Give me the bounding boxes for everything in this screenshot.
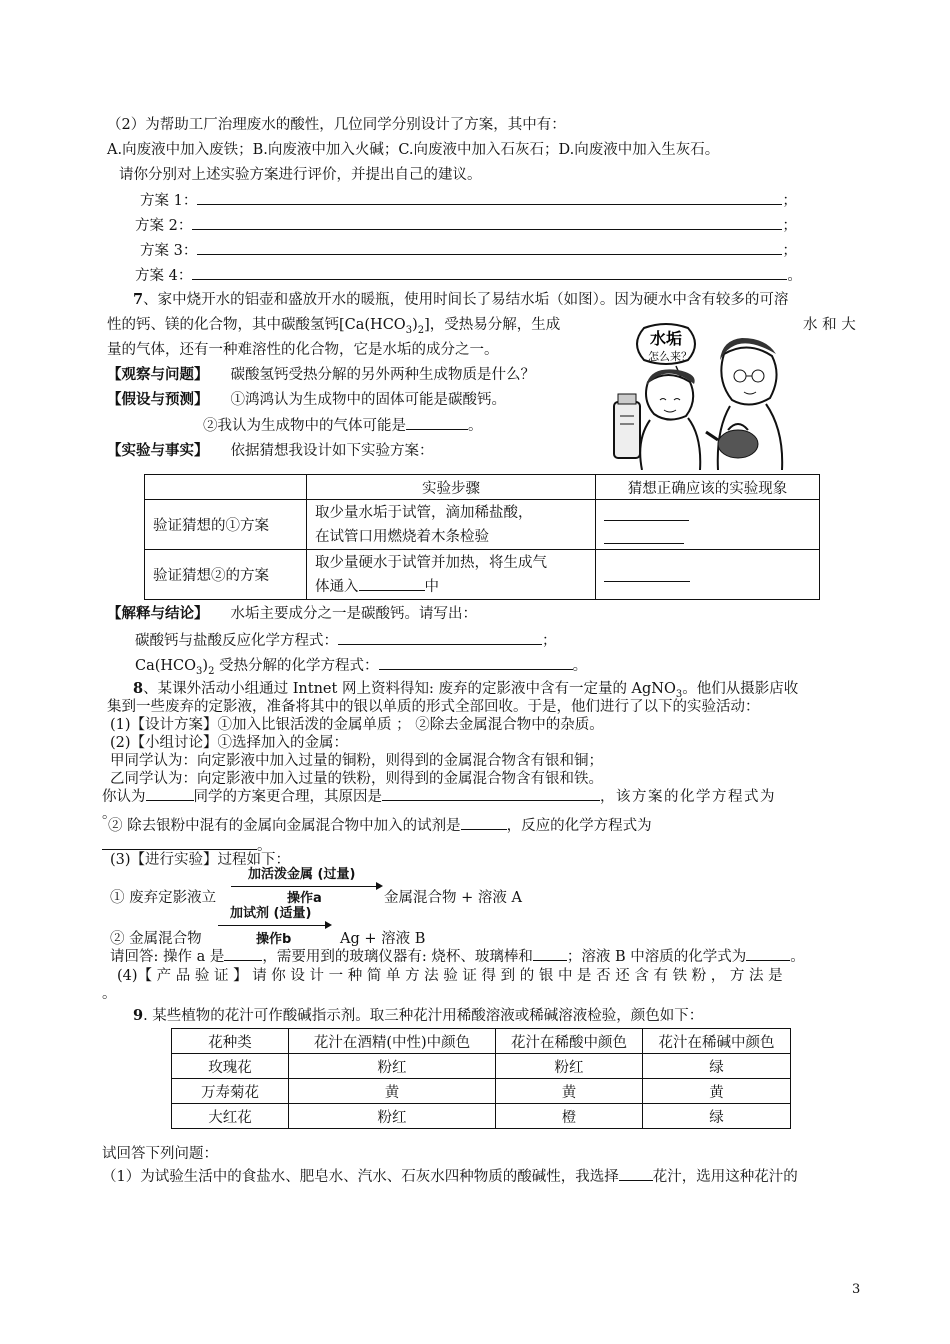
plan-end: ； — [782, 218, 797, 234]
q7-text: 碳酸氢钙受热分解的另外两种生成物质是什么？ — [230, 367, 535, 383]
step1-left: ① 废弃定影液立 — [110, 890, 217, 906]
q8-line5: 甲同学认为：向定影液中加入过量的铜粉，则得到的金属混合物含有银和铜； — [110, 753, 603, 769]
q8-line13: (4)【 产 品 验 证 】 请 你 设 计 一 种 简 单 方 法 验 证 得 到 的 银 中 是 否 还 含 有 铁 粉 ， 方 法 是 — [117, 968, 783, 984]
table-cell: 万寿菊花 — [172, 1079, 289, 1104]
q8-line12 — [110, 946, 805, 967]
answer-blank-cell[interactable] — [596, 550, 820, 600]
table-header-row — [172, 1029, 791, 1054]
table-cell: 黄 — [643, 1079, 791, 1104]
q9-text: 花汁，选用这种花汁的 — [652, 1169, 798, 1185]
q7-experiment-table — [144, 474, 820, 600]
subscript: 2 — [208, 665, 215, 677]
q9-line2: 试回答下列问题： — [102, 1146, 218, 1162]
step2-right: Ag + 溶液 B — [340, 931, 426, 947]
plan-label: 方案 4： — [135, 268, 193, 284]
table-cell: 黄 — [289, 1079, 496, 1104]
q7-text: 、家中烧开水的铝壶和盛放开水的暖瓶，使用时间长了易结水垢（如图）。因为硬水中含有较多的可溶 — [143, 292, 789, 308]
section-label: 【假设与预测】 — [107, 391, 209, 408]
table-cell: 玫瑰花 — [172, 1054, 289, 1079]
q2-ask: 请你分别对上述实验方案进行评价，并提出自己的建议。 — [119, 167, 482, 183]
table-cell: 绿 — [643, 1054, 791, 1079]
scale-cartoon-illustration — [606, 320, 796, 470]
q7-text: 受热分解的化学方程式： — [214, 658, 379, 674]
q7-observe — [107, 365, 535, 385]
process-arrow-2 — [218, 925, 330, 926]
table-row — [172, 1079, 791, 1104]
plan-label: 方案 1： — [140, 193, 198, 209]
table-cell: 粉红 — [496, 1054, 643, 1079]
arrow1-top-label: 加活泼金属 (过量) — [248, 867, 356, 882]
table-header: 花汁在稀碱中颜色 — [643, 1029, 791, 1054]
q8-line7 — [102, 786, 776, 807]
q7-text: 。 — [572, 658, 588, 674]
q9-line3 — [102, 1166, 798, 1187]
q2-options: A.向废液中加入废铁；B.向废液中加入火碱；C.向废液中加入石灰石；D.向废液中加入生灰石。 — [107, 142, 720, 158]
process-arrow-1 — [231, 886, 381, 887]
subscript: 3 — [675, 688, 683, 700]
table-cell — [307, 550, 596, 600]
table-cell-text: 取少量硬水于试管并加热，将生成气 — [315, 554, 547, 571]
step1-right: 金属混合物 + 溶液 A — [384, 890, 522, 906]
table-cell-text: 在试管口用燃烧着木条检验 — [315, 528, 489, 545]
table-cell: 大红花 — [172, 1104, 289, 1129]
table-row — [172, 1054, 791, 1079]
q7-text: 依据猜想我设计如下实验方案： — [230, 443, 434, 459]
q8-text: 请回答: 操作 a 是 — [110, 949, 225, 965]
q2-intro: （2）为帮助工厂治理废水的酸性，几位同学分别设计了方案，其中有： — [107, 117, 566, 133]
q7-equation-1 — [135, 630, 557, 651]
q7-line2-end: 水 和 大 — [803, 317, 856, 333]
table-row — [145, 550, 820, 600]
plan-3-line — [140, 240, 797, 261]
table-row — [145, 500, 820, 550]
q7-text: 水垢主要成分之一是碳酸钙。请写出： — [230, 606, 477, 622]
table-row — [172, 1104, 791, 1129]
q8-text: ；溶液 B 中溶质的化学式为 — [566, 949, 747, 965]
q8-text: 。 — [790, 949, 805, 965]
q8-text: ，该方案的化学方程式为 — [600, 789, 776, 805]
q7-line3: 量的气体，还有一种难溶性的化合物，它是水垢的成分之一。 — [107, 342, 499, 358]
answer-blank-cell[interactable] — [596, 500, 820, 550]
q8-text: 同学的方案更合理，其原因是 — [193, 789, 382, 805]
subscript: 3 — [405, 324, 413, 336]
cell-text: 中 — [424, 578, 439, 595]
table-cell: 黄 — [496, 1079, 643, 1104]
q8-text: ，反应的化学方程式为 — [506, 818, 652, 834]
plan-1-line — [140, 190, 797, 211]
table-header — [145, 475, 307, 500]
q7-hypothesis-2 — [203, 415, 483, 436]
page-number: 3 — [852, 1282, 861, 1297]
plan-label: 方案 2： — [135, 218, 193, 234]
q8-text: 你认为 — [102, 789, 146, 805]
q8-line3: (1)【设计方案】①加入比银活泼的金属单质 ； ②除去金属混合物中的杂质。 — [110, 717, 604, 733]
section-label: 【解释与结论】 — [107, 605, 209, 622]
q8-line14: 。 — [102, 986, 117, 1002]
table-cell-text: 取少量水垢于试管，滴加稀盐酸， — [315, 504, 533, 521]
table-cell: 绿 — [643, 1104, 791, 1129]
q7-text: ①鸿鸿认为生成物中的固体可能是碳酸钙。 — [230, 392, 506, 408]
table-header: 猜想正确应该的实验现象 — [596, 475, 820, 500]
q8-line4: (2)【小组讨论】①选择加入的金属： — [110, 735, 349, 751]
flower-indicator-table — [171, 1028, 791, 1129]
table-cell-text — [315, 575, 587, 599]
q7-equation-2 — [135, 655, 587, 682]
q7-text: ) — [202, 658, 209, 674]
subscript: 2 — [417, 324, 425, 336]
q7-text: ； — [542, 633, 557, 649]
cartoon-title: 水垢 — [649, 329, 683, 348]
q8-text: 、某课外活动小组通过 Intnet 网上资料得知: 废弃的定影液中含有一定量的 AgNO — [143, 681, 676, 697]
q8-line6: 乙同学认为：向定影液中加入过量的铁粉，则得到的金属混合物含有银和铁。 — [110, 771, 603, 787]
q7-number: 7 — [133, 291, 144, 308]
plan-2-line — [135, 215, 797, 236]
q7-line2 — [107, 315, 560, 341]
arrow1-bottom-label: 操作a — [287, 891, 322, 906]
q8-number: 8 — [133, 680, 144, 697]
q8-line9 — [108, 815, 652, 836]
table-cell: 粉红 — [289, 1054, 496, 1079]
arrow2-top-label: 加试剂 (适量) — [230, 906, 312, 921]
table-cell: 验证猜想的①方案 — [145, 500, 307, 550]
q7-hypothesis — [107, 390, 506, 410]
table-cell: 粉红 — [289, 1104, 496, 1129]
plan-end: 。 — [787, 268, 802, 284]
table-header: 花汁在酒精(中性)中颜色 — [289, 1029, 496, 1054]
q8-text: 。他们从摄影店收 — [682, 681, 799, 697]
q7-text: 性的钙、镁的化合物，其中碳酸氢钙[Ca(HCO — [107, 317, 406, 333]
table-cell: 橙 — [496, 1104, 643, 1129]
q9-line1 — [133, 1006, 703, 1026]
step2-left: ② 金属混合物 — [110, 931, 202, 947]
plan-4-line — [135, 265, 802, 286]
q7-text: ②我认为生成物中的气体可能是 — [203, 418, 406, 434]
subscript: 3 — [196, 665, 203, 677]
q8-text: ② 除去银粉中混有的金属向金属混合物中加入的试剂是 — [108, 818, 461, 834]
q8-line11: (3)【进行实验】过程如下： — [110, 852, 291, 868]
cartoon-subtitle: 怎么来？ — [648, 350, 692, 363]
q7-text: ) — [412, 317, 418, 333]
plan-label: 方案 3： — [140, 243, 198, 259]
q8-line8: 。 — [102, 806, 117, 822]
q7-experiment — [107, 441, 434, 461]
q7-line1 — [133, 290, 788, 310]
section-label: 【观察与问题】 — [107, 366, 209, 383]
table-header: 实验步骤 — [307, 475, 596, 500]
cell-text: 体通入 — [315, 578, 359, 595]
table-header: 花种类 — [172, 1029, 289, 1054]
table-header: 花汁在稀酸中颜色 — [496, 1029, 643, 1054]
q9-text: （1）为试验生活中的食盐水、肥皂水、汽水、石灰水四种物质的酸碱性，我选择 — [102, 1169, 619, 1185]
table-cell — [307, 500, 596, 550]
q8-text: ，需要用到的玻璃仪器有: 烧杯、玻璃棒和 — [262, 949, 533, 965]
table-cell: 验证猜想②的方案 — [145, 550, 307, 600]
plan-end: ； — [782, 243, 797, 259]
q9-text: . 某些植物的花汁可作酸碱指示剂。取三种花汁用稀酸溶液或稀碱溶液检验，颜色如下： — [143, 1008, 704, 1024]
q8-line2: 集到一些废弃的定影液，准备将其中的银以单质的形式全部回收。于是，他们进行了以下的实验活动： — [107, 699, 760, 715]
q7-text: 碳酸钙与盐酸反应化学方程式： — [135, 633, 338, 649]
q7-text: Ca(HCO — [135, 658, 197, 674]
q7-text: 。 — [468, 418, 483, 434]
arrow2-bottom-label: 操作b — [256, 932, 292, 947]
q7-conclusion — [107, 604, 477, 624]
q9-number: 9 — [133, 1007, 144, 1024]
q8-text: 。 — [257, 838, 272, 854]
q7-text: ]，受热易分解，生成 — [424, 317, 561, 333]
section-label: 【实验与事实】 — [107, 442, 209, 459]
table-header-row — [145, 475, 820, 500]
plan-end: ； — [782, 193, 797, 209]
